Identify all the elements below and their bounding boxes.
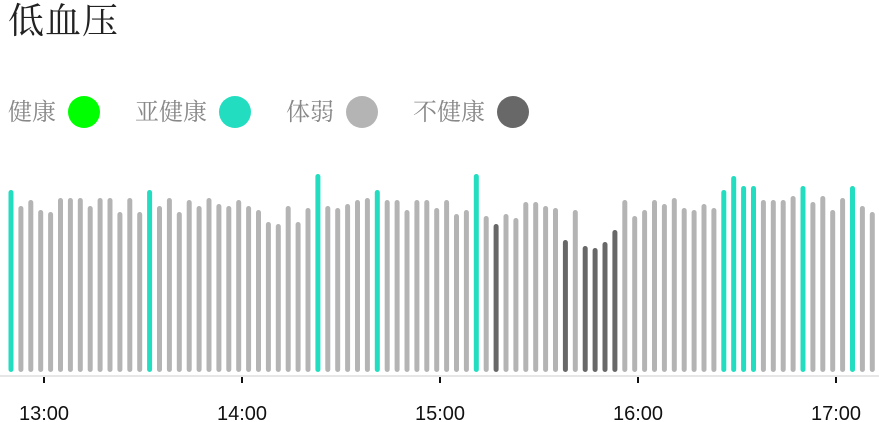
- bar: [236, 200, 241, 372]
- bar: [414, 200, 419, 372]
- bar: [504, 214, 509, 372]
- bar: [741, 186, 746, 372]
- bar: [108, 198, 113, 372]
- bar: [543, 206, 548, 372]
- bar: [38, 210, 43, 372]
- bar: [266, 222, 271, 372]
- bar: [197, 206, 202, 372]
- bar: [117, 212, 122, 372]
- bar: [28, 200, 33, 372]
- bar: [395, 200, 400, 372]
- x-tick-label: 16:00: [612, 403, 664, 422]
- bar: [18, 206, 23, 372]
- bar: [583, 246, 588, 372]
- bar: [642, 210, 647, 372]
- bar: [771, 200, 776, 372]
- bar: [226, 206, 231, 372]
- bar: [207, 198, 212, 372]
- bar: [9, 190, 14, 372]
- bar: [375, 190, 380, 372]
- bar: [296, 222, 301, 372]
- bar: [494, 224, 499, 372]
- bar: [474, 174, 479, 372]
- bar: [256, 210, 261, 372]
- bar: [137, 212, 142, 372]
- bar: [662, 204, 667, 372]
- legend-label: 不健康: [413, 98, 485, 126]
- bar: [632, 216, 637, 372]
- bar: [216, 204, 221, 372]
- bar: [157, 206, 162, 372]
- bar: [365, 198, 370, 372]
- bar: [355, 200, 360, 372]
- bars-group: [9, 174, 879, 372]
- bar: [801, 186, 806, 372]
- bar: [711, 208, 716, 372]
- bar: [860, 206, 865, 372]
- legend-label: 健康: [8, 98, 56, 126]
- bar: [652, 200, 657, 372]
- bar: [573, 210, 578, 372]
- bar: [48, 212, 53, 372]
- bar: [88, 206, 93, 372]
- bar: [68, 198, 73, 372]
- bar: [870, 212, 875, 372]
- legend-label: 亚健康: [135, 98, 207, 126]
- bar: [177, 212, 182, 372]
- bar: [325, 206, 330, 372]
- bar: [405, 210, 410, 372]
- bar: [286, 206, 291, 372]
- bar: [563, 240, 568, 372]
- chart-title: 低血压: [8, 1, 120, 42]
- bar: [167, 198, 172, 372]
- bar: [276, 224, 281, 372]
- bar: [840, 198, 845, 372]
- x-tick-label: 14:00: [216, 403, 268, 422]
- bar: [444, 200, 449, 372]
- bar: [721, 190, 726, 372]
- bar: [850, 186, 855, 372]
- bar: [692, 210, 697, 372]
- bar: [187, 200, 192, 372]
- bar: [147, 190, 152, 372]
- bar: [781, 200, 786, 372]
- bar: [58, 198, 63, 372]
- bar: [810, 202, 815, 372]
- bar: [335, 208, 340, 372]
- bar: [306, 208, 311, 372]
- bar: [345, 204, 350, 372]
- bar: [731, 176, 736, 372]
- legend-label: 体弱: [286, 98, 334, 126]
- bar: [672, 198, 677, 372]
- bar: [553, 208, 558, 372]
- bar: [513, 218, 518, 372]
- bar: [820, 196, 825, 372]
- bar: [702, 204, 707, 372]
- bar: [751, 186, 756, 372]
- bar: [78, 198, 83, 372]
- bar: [593, 248, 598, 372]
- bar: [612, 230, 617, 372]
- bar: [791, 196, 796, 372]
- bar: [523, 202, 528, 372]
- bar: [464, 210, 469, 372]
- bar: [424, 200, 429, 372]
- bar: [682, 208, 687, 372]
- bar: [622, 200, 627, 372]
- bar: [603, 242, 608, 372]
- x-tick-label: 15:00: [414, 403, 466, 422]
- x-tick-label: 13:00: [18, 403, 70, 422]
- bar: [484, 216, 489, 372]
- bar: [761, 200, 766, 372]
- bar: [246, 206, 251, 372]
- bar: [127, 198, 132, 372]
- bar: [385, 200, 390, 372]
- bar: [533, 202, 538, 372]
- bar: [315, 174, 320, 372]
- x-axis-ticks: [19, 377, 879, 422]
- bar: [454, 214, 459, 372]
- x-tick-label: 17:00: [810, 403, 862, 422]
- bar: [830, 210, 835, 372]
- bar: [98, 198, 103, 372]
- bar: [434, 208, 439, 372]
